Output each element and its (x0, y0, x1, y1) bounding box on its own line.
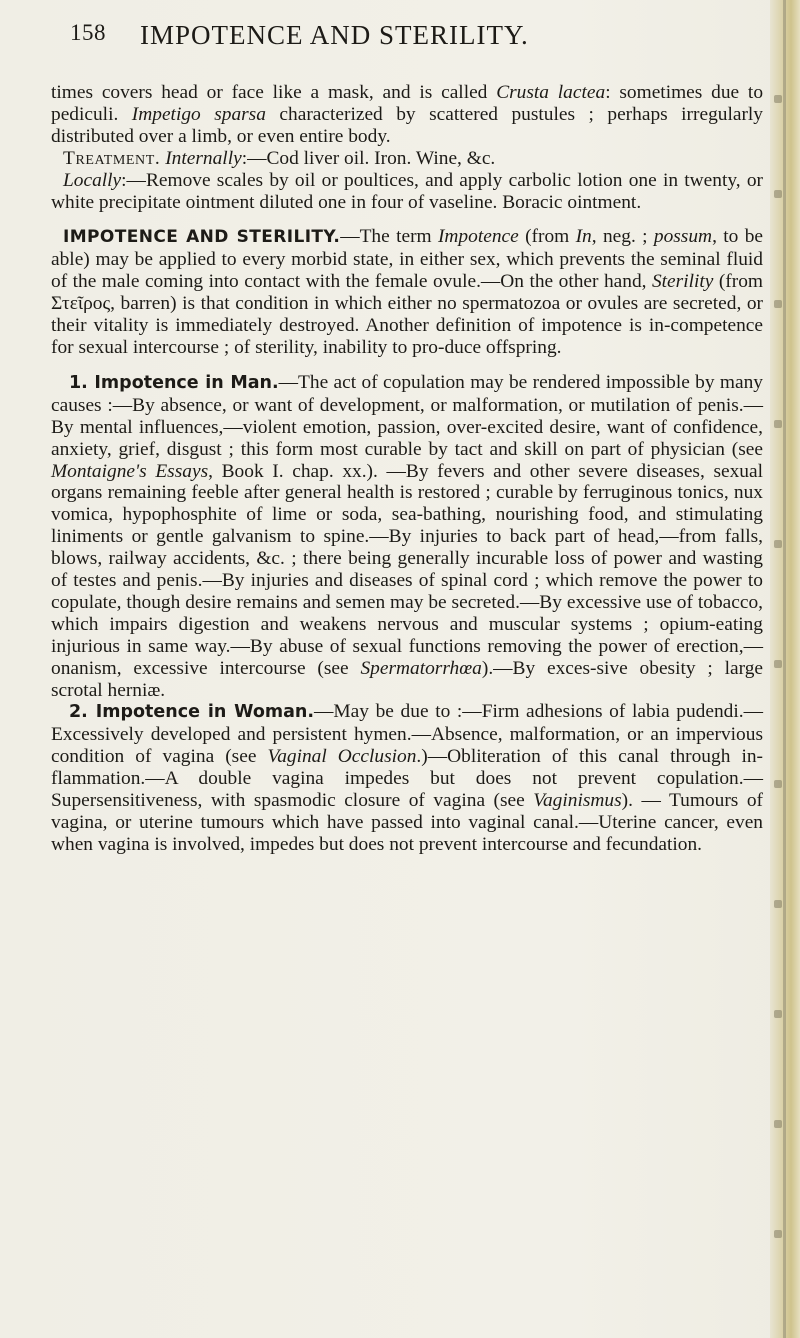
binding-fragment (774, 1010, 782, 1018)
text-run: :—Remove scales by oil or poultices, and apply carbolic lotion one in twenty, or white precipitate ointment diluted one in four of vaseline. Boracic ointment. (51, 169, 763, 213)
term-sterility: Sterility (651, 271, 714, 293)
binding-fragment (774, 1230, 782, 1238)
paragraph-impotence-man (51, 372, 763, 702)
term-crusta-lactea: Crusta lactea (496, 82, 606, 103)
text-run: —The act of copulation may be rendered impossible by many causes :—By absence, or want of development, or malformation, or mutilation of penis.—By mental influences,—violent emotion, passion, over-excited desire, want of confidence, anxiety, grief, disgust ; this form most curable by tact and skill on part of physician (see (51, 371, 764, 460)
running-header (70, 20, 770, 60)
text-run: (from Στεῖρος, barren) is that condition in which either no spermatozoa or ovules are secreted, or their vitality is immediately destroyed. Another definition of impotence is in-competence for sexual intercourse ; of sterility, inability to pro-duce offspring. (51, 271, 763, 358)
binding-fragment (774, 95, 782, 103)
binding-fragment (774, 660, 782, 668)
text-run: , neg. ; (591, 226, 654, 248)
section-heading: IMPOTENCE AND STERILITY. (63, 227, 341, 248)
text-run: :—Cod liver oil. Iron. Wine, &c. (241, 147, 496, 169)
spacer (51, 359, 763, 372)
term-in: In (575, 226, 592, 248)
text-run: (from (518, 226, 576, 248)
text-run: , to be able) may be applied to every morbid state, in either sex, which prevents the seminal fluid of the male coming into contact with the female ovule.—On the other hand, (51, 226, 763, 293)
paragraph-impotence-woman (51, 701, 763, 855)
text-run: —The term (340, 226, 438, 248)
running-title: IMPOTENCE AND STERILITY. (140, 20, 529, 50)
body-text (51, 82, 763, 856)
reference-montaigne: Montaigne's Essays (51, 460, 209, 482)
text-run: times covers head or face like a mask, and is called (51, 82, 497, 103)
binding-fragment (774, 780, 782, 788)
reference-vaginismus: Vaginismus (533, 790, 622, 812)
binding-fragment (774, 300, 782, 308)
paragraph-treatment (51, 148, 763, 170)
binding-fragment (774, 190, 782, 198)
binding-line (783, 0, 786, 1338)
text-run: , Book I. chap. xx.). —By fevers and other severe diseases, sexual organs remaining feeble after general health is restored ; curable by ferruginous tonics, nux vomica, hypophosphite of lime or soda, sea-bathing, nourishing food, and stimulating liniments or gentle galvanism to spine.—By injuries to back part of head,—from falls, blows, railway accidents, &c. ; there being generally incurable loss of power and wasting of testes and penis.—By injuries and diseases of spinal cord ; which remove the power to copulate, though desire remains and semen may be secreted.—By excessive use of tobacco, which impairs digestion and weakens nervous and muscular systems ; opium-eating injurious in same way.—By abuse of sexual functions removing the power of erection,—onanism, excessive intercourse (see (51, 460, 763, 679)
label-treatment: Treatment. (63, 147, 161, 169)
binding-fragment (774, 540, 782, 548)
paragraph-locally (51, 170, 763, 214)
subsection-heading-man: 1. Impotence in Man. (69, 372, 279, 393)
binding-fragment (774, 1120, 782, 1128)
text-run: ).—By exces-sive obesity ; large scrotal herniæ. (51, 657, 763, 701)
text-run: —May be due to :—Firm adhesions of labia pudendi.—Excessively developed and persistent hymen.—Absence, malformation, or an impervious condition of vagina (see (51, 701, 763, 768)
book-binding-edge (770, 0, 800, 1338)
subsection-heading-woman: 2. Impotence in Woman. (69, 702, 315, 723)
text-run: characterized by scattered pustules ; perhaps irregularly distributed over a limb, or even entire body. (51, 103, 763, 147)
paragraph-impotence-sterility (51, 226, 763, 358)
spacer (51, 213, 763, 226)
term-internally: Internally (165, 147, 242, 169)
text-run: ). — Tumours of vagina, or uterine tumours which have passed into vaginal canal.—Uterine cancer, even when vagina is involved, impedes but does not prevent intercourse and fecundation. (51, 790, 764, 855)
term-impotence: Impotence (437, 226, 519, 248)
text-run: .)—Obliteration of this canal through in-flammation.—A double vagina impedes but does not prevent copulation.—Supersensitiveness, with spasmodic closure of vagina (see (51, 746, 763, 812)
reference-vaginal-occlusion: Vaginal Occlusion (267, 746, 417, 768)
paragraph-crusta (51, 82, 763, 148)
text-run: : sometimes due to pediculi. (51, 82, 764, 125)
term-impetigo-sparsa: Impetigo sparsa (131, 103, 266, 125)
binding-fragment (774, 420, 782, 428)
binding-fragment (774, 900, 782, 908)
term-locally: Locally (63, 169, 122, 191)
page-number: 158 (70, 20, 106, 45)
reference-spermatorrhoea: Spermatorrhœa (360, 657, 482, 679)
term-possum: possum (653, 226, 713, 248)
